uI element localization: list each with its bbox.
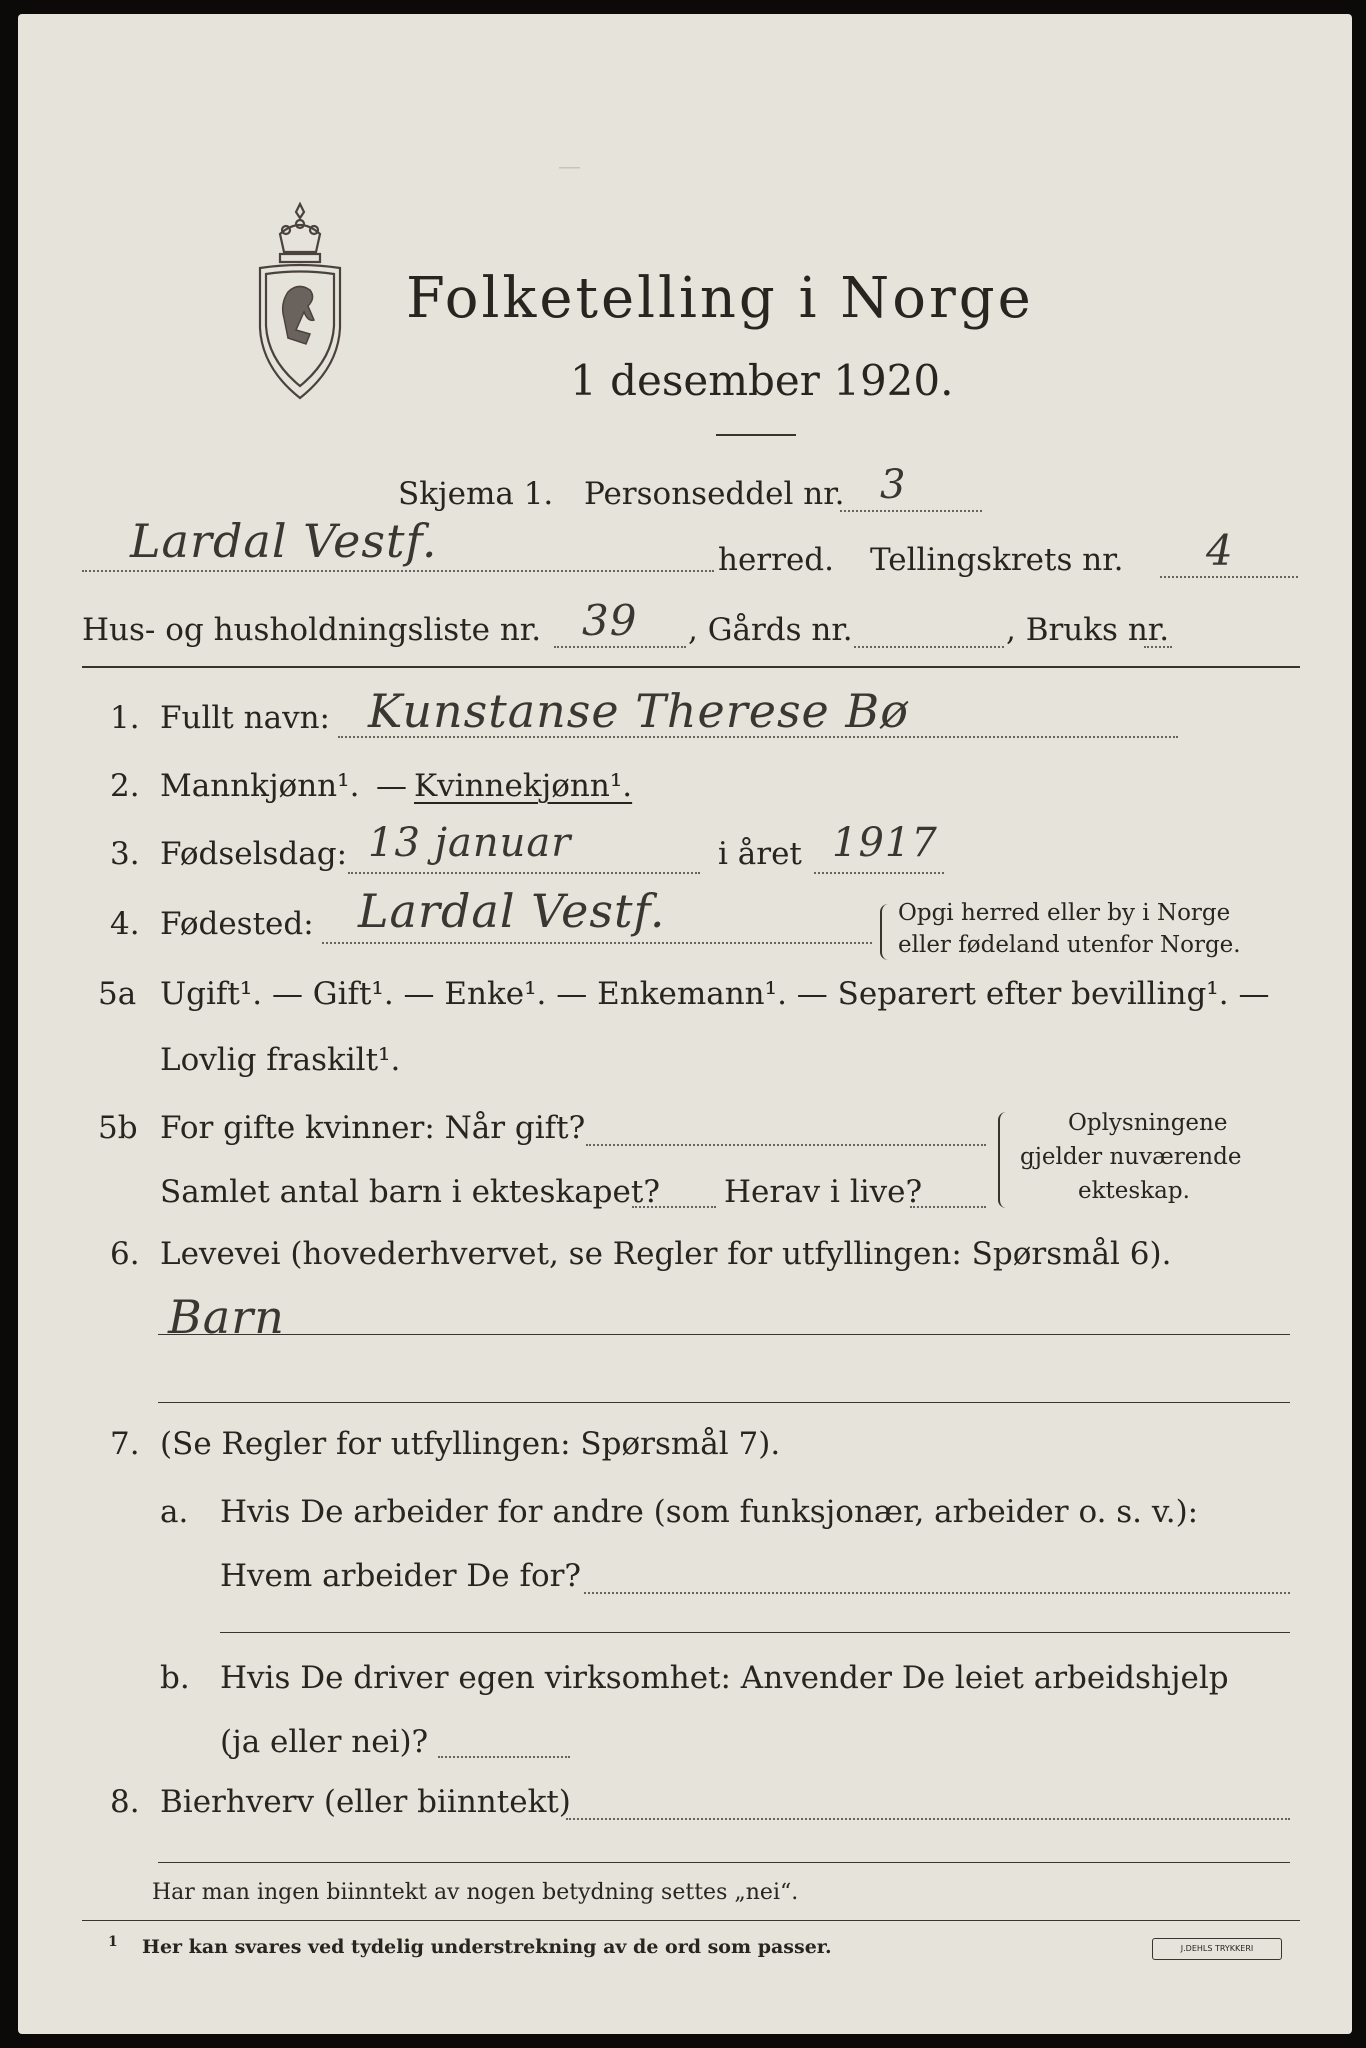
marriage-date-field[interactable]: [586, 1144, 986, 1146]
q3-number: 3.: [110, 836, 140, 872]
side-income-field[interactable]: [566, 1818, 1290, 1820]
q4-note-brace: [880, 904, 892, 960]
census-form-page: [18, 14, 1352, 2034]
tellingskrets-field[interactable]: [1160, 576, 1298, 578]
q4-number: 4.: [110, 906, 140, 942]
personseddel-value: 3: [880, 462, 907, 508]
hired-help-label: (ja eller nei)?: [220, 1724, 429, 1760]
male-option[interactable]: Mannkjønn¹.: [160, 768, 360, 804]
gards-label: , Gårds nr.: [688, 612, 853, 648]
personseddel-label: Personseddel nr.: [584, 476, 845, 512]
divorced-option[interactable]: Lovlig fraskilt¹.: [160, 1042, 401, 1078]
bruks-label: , Bruks nr.: [1006, 612, 1170, 648]
tellingskrets-label: Tellingskrets nr.: [870, 542, 1124, 578]
q7a-label: Hvis De arbeider for andre (som funksjonær, arbeider o. s. v.):: [220, 1494, 1199, 1530]
female-option[interactable]: Kvinnekjønn¹.: [414, 768, 633, 804]
herred-label: herred.: [718, 542, 834, 578]
footnote-text: Her kan svares ved tydelig understrekning av de ord som passer.: [142, 1936, 832, 1958]
q7b-label: Hvis De driver egen virksomhet: Anvender De leiet arbeidshjelp: [220, 1660, 1229, 1696]
header-divider: [82, 666, 1300, 668]
children-alive-field[interactable]: [910, 1206, 986, 1208]
q7-number: 7.: [110, 1426, 140, 1462]
q3-label: Fødselsdag:: [160, 836, 348, 872]
alive-label: Herav i live?: [724, 1174, 923, 1210]
q8-number: 8.: [110, 1784, 140, 1820]
hired-help-field[interactable]: [438, 1756, 570, 1758]
q5b-note-line2: gjelder nuværende: [1020, 1144, 1242, 1170]
footer-divider: [82, 1920, 1300, 1921]
q5b-label: For gifte kvinner: Når gift?: [160, 1110, 586, 1146]
q5b-number: 5b: [98, 1110, 138, 1146]
q2-number: 2.: [110, 768, 140, 804]
birthday-field[interactable]: [348, 872, 700, 874]
census-date: 1 desember 1920.: [570, 356, 954, 405]
q5a-number: 5a: [98, 976, 137, 1012]
q5b-note-line3: ekteskap.: [1078, 1178, 1190, 1204]
q7-label: (Se Regler for utfyllingen: Spørsmål 7).: [160, 1426, 781, 1462]
occupation-line-2[interactable]: [158, 1402, 1290, 1403]
husliste-value: 39: [582, 596, 638, 645]
q7a-number: a.: [160, 1494, 189, 1530]
q5b-note-brace: [998, 1112, 1010, 1208]
employer-field[interactable]: [584, 1592, 1290, 1594]
bleed-through-mark: —: [558, 154, 581, 180]
q7b-number: b.: [160, 1660, 190, 1696]
children-label: Samlet antal barn i ekteskapet?: [160, 1174, 660, 1210]
q4-note-line1: Opgi herred eller by i Norge: [898, 900, 1231, 926]
personseddel-field[interactable]: [840, 510, 982, 512]
q4-note-line2: eller fødeland utenfor Norge.: [898, 932, 1241, 958]
side-income-line-2[interactable]: [158, 1862, 1290, 1863]
q4-label: Fødested:: [160, 906, 314, 942]
employer-label: Hvem arbeider De for?: [220, 1558, 582, 1594]
birthplace-value: Lardal Vestf.: [358, 884, 666, 938]
herred-value: Lardal Vestf.: [130, 514, 438, 568]
q6-label: Levevei (hovederhvervet, se Regler for utfyllingen: Spørsmål 6).: [160, 1236, 1172, 1272]
marital-status-options[interactable]: Ugift¹. — Gift¹. — Enke¹. — Enkemann¹. — Separert efter bevilling¹. —: [160, 976, 1270, 1012]
birthday-value: 13 januar: [368, 820, 572, 866]
bruks-field[interactable]: [1144, 646, 1172, 648]
herred-field[interactable]: [82, 570, 714, 572]
tellingskrets-value: 4: [1206, 526, 1234, 575]
birth-year-label: i året: [718, 836, 802, 872]
q5b-note-line1: Oplysningene: [1068, 1110, 1228, 1136]
birth-year-field[interactable]: [814, 872, 944, 874]
form-title: Folketelling i Norge: [406, 266, 1034, 331]
employer-line-2[interactable]: [220, 1632, 1290, 1633]
birthplace-field[interactable]: [322, 942, 872, 944]
birth-year-value: 1917: [832, 820, 938, 866]
q8-label: Bierhverv (eller biinntekt): [160, 1784, 571, 1820]
q1-label: Fullt navn:: [160, 700, 330, 736]
husliste-field[interactable]: [554, 646, 686, 648]
children-count-field[interactable]: [632, 1206, 716, 1208]
printer-stamp: J.DEHLS TRYKKERI: [1152, 1938, 1282, 1960]
q8-note: Har man ingen biinntekt av nogen betydning settes „nei“.: [152, 1880, 799, 1905]
q1-number: 1.: [110, 700, 140, 736]
occupation-line-1[interactable]: [158, 1334, 1290, 1335]
occupation-value: Barn: [168, 1290, 285, 1344]
coat-of-arms-icon: [250, 200, 350, 410]
gards-field[interactable]: [854, 646, 1004, 648]
q6-number: 6.: [110, 1236, 140, 1272]
q2-separator: —: [376, 768, 407, 804]
full-name-value: Kunstanse Therese Bø: [368, 684, 909, 738]
skjema-label: Skjema 1.: [398, 476, 554, 512]
husliste-label: Hus- og husholdningsliste nr.: [82, 612, 542, 648]
footnote-mark: 1: [108, 1934, 118, 1950]
title-divider: [716, 434, 796, 436]
